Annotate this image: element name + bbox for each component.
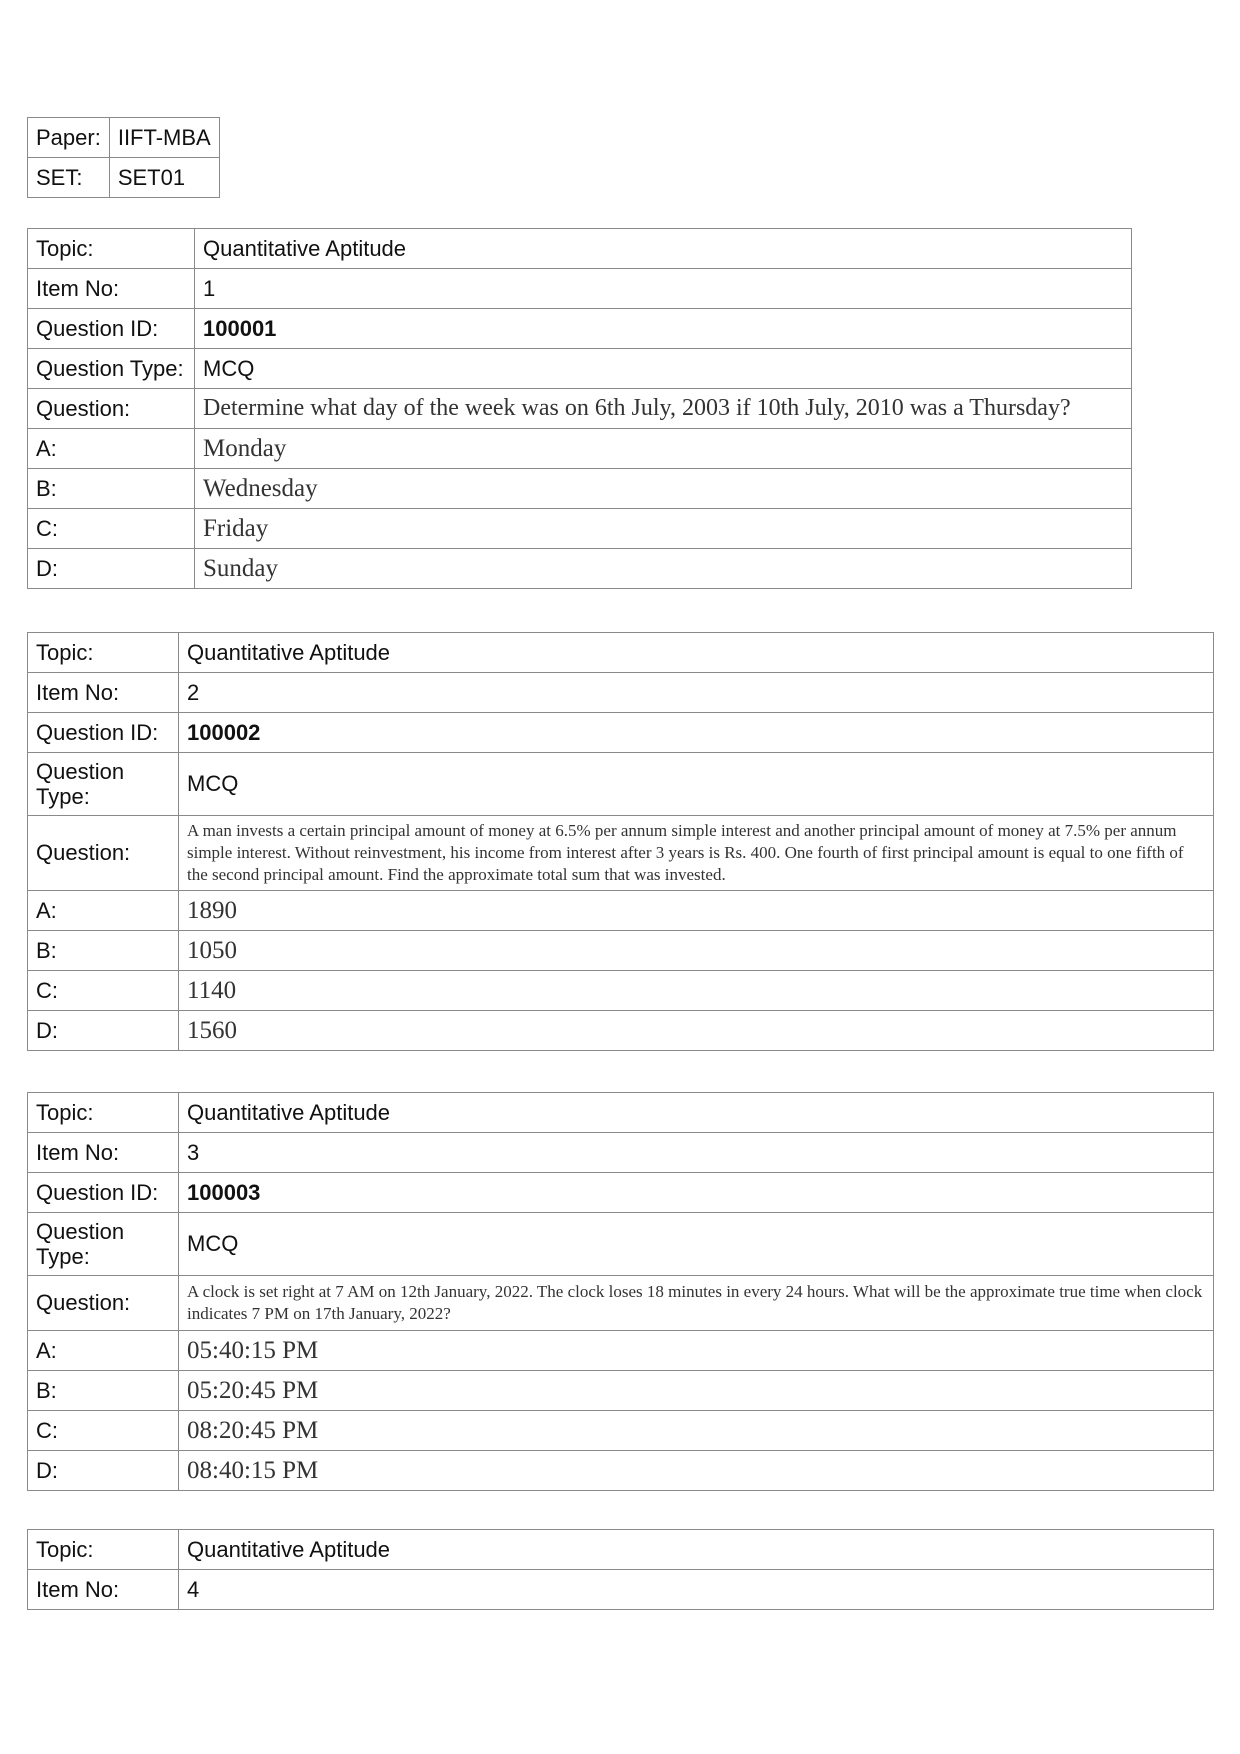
question-type-label: Question Type:	[28, 1213, 179, 1276]
topic-label: Topic:	[28, 229, 195, 269]
question-type-value: MCQ	[179, 1213, 1214, 1276]
option-c-value: 08:20:45 PM	[179, 1411, 1214, 1451]
option-a-value: 1890	[179, 891, 1214, 931]
question-label: Question:	[28, 389, 195, 429]
topic-value: Quantitative Aptitude	[179, 1093, 1214, 1133]
paper-row	[28, 118, 220, 158]
option-a-label: A:	[28, 1331, 179, 1371]
topic-row	[28, 229, 1132, 269]
option-b-label: B:	[28, 931, 179, 971]
option-d-value: Sunday	[195, 549, 1132, 589]
option-a-value: Monday	[195, 429, 1132, 469]
option-d-row	[28, 1011, 1214, 1051]
paper-label: Paper:	[28, 118, 110, 158]
option-a-row	[28, 429, 1132, 469]
item-no-value: 4	[179, 1570, 1214, 1610]
item-no-label: Item No:	[28, 1570, 179, 1610]
question-table-3	[27, 1092, 1214, 1491]
item-no-label: Item No:	[28, 269, 195, 309]
question-label: Question:	[28, 816, 179, 891]
item-no-value: 3	[179, 1133, 1214, 1173]
question-label: Question:	[28, 1276, 179, 1331]
topic-row	[28, 1530, 1214, 1570]
option-a-label: A:	[28, 891, 179, 931]
topic-value: Quantitative Aptitude	[195, 229, 1132, 269]
option-b-row	[28, 931, 1214, 971]
item-no-label: Item No:	[28, 673, 179, 713]
topic-label: Topic:	[28, 1093, 179, 1133]
option-c-value: Friday	[195, 509, 1132, 549]
option-b-label: B:	[28, 469, 195, 509]
question-id-label: Question ID:	[28, 713, 179, 753]
question-table-2	[27, 632, 1214, 1051]
option-a-label: A:	[28, 429, 195, 469]
set-row	[28, 158, 220, 198]
question-id-label: Question ID:	[28, 1173, 179, 1213]
question-id-value: 100002	[179, 713, 1214, 753]
question-row	[28, 389, 1132, 429]
question-type-row	[28, 753, 1214, 816]
question-id-row	[28, 713, 1214, 753]
paper-info-table	[27, 117, 220, 198]
option-d-value: 1560	[179, 1011, 1214, 1051]
question-table-4	[27, 1529, 1214, 1610]
question-id-value: 100003	[179, 1173, 1214, 1213]
option-c-label: C:	[28, 971, 179, 1011]
option-d-label: D:	[28, 1451, 179, 1491]
option-b-value: 05:20:45 PM	[179, 1371, 1214, 1411]
option-b-label: B:	[28, 1371, 179, 1411]
option-b-value: Wednesday	[195, 469, 1132, 509]
item-no-value: 1	[195, 269, 1132, 309]
topic-label: Topic:	[28, 633, 179, 673]
item-no-label: Item No:	[28, 1133, 179, 1173]
topic-row	[28, 633, 1214, 673]
set-value: SET01	[109, 158, 219, 198]
question-type-value: MCQ	[179, 753, 1214, 816]
question-type-label: Question Type:	[28, 349, 195, 389]
option-d-label: D:	[28, 1011, 179, 1051]
topic-value: Quantitative Aptitude	[179, 1530, 1214, 1570]
topic-row	[28, 1093, 1214, 1133]
item-no-row	[28, 1570, 1214, 1610]
question-type-row	[28, 1213, 1214, 1276]
topic-label: Topic:	[28, 1530, 179, 1570]
option-a-row	[28, 1331, 1214, 1371]
option-d-row	[28, 549, 1132, 589]
option-c-label: C:	[28, 1411, 179, 1451]
question-table-1	[27, 228, 1132, 589]
item-no-row	[28, 673, 1214, 713]
option-c-value: 1140	[179, 971, 1214, 1011]
option-a-value: 05:40:15 PM	[179, 1331, 1214, 1371]
question-id-label: Question ID:	[28, 309, 195, 349]
option-b-row	[28, 469, 1132, 509]
option-c-row	[28, 971, 1214, 1011]
item-no-value: 2	[179, 673, 1214, 713]
question-id-value: 100001	[195, 309, 1132, 349]
option-c-row	[28, 1411, 1214, 1451]
question-text: A man invests a certain principal amount of money at 6.5% per annum simple interest and another principal amount of money at 7.5% per annum simple interest. Without reinvestment, his income from interest after 3 years is Rs. 400. One fourth of first principal amount is equal to one fifth of the second principal amount. Find the approximate total sum that was invested.	[179, 816, 1214, 891]
question-type-value: MCQ	[195, 349, 1132, 389]
topic-value: Quantitative Aptitude	[179, 633, 1214, 673]
question-id-row	[28, 309, 1132, 349]
question-id-row	[28, 1173, 1214, 1213]
question-type-row	[28, 349, 1132, 389]
option-b-value: 1050	[179, 931, 1214, 971]
set-label: SET:	[28, 158, 110, 198]
option-c-row	[28, 509, 1132, 549]
question-row	[28, 1276, 1214, 1331]
question-row	[28, 816, 1214, 891]
option-d-label: D:	[28, 549, 195, 589]
question-text: Determine what day of the week was on 6th July, 2003 if 10th July, 2010 was a Thursday?	[195, 389, 1132, 429]
option-a-row	[28, 891, 1214, 931]
option-c-label: C:	[28, 509, 195, 549]
option-d-value: 08:40:15 PM	[179, 1451, 1214, 1491]
item-no-row	[28, 1133, 1214, 1173]
question-text: A clock is set right at 7 AM on 12th January, 2022. The clock loses 18 minutes in every 24 hours. What will be the approximate true time when clock indicates 7 PM on 17th January, 2022?	[179, 1276, 1214, 1331]
option-b-row	[28, 1371, 1214, 1411]
paper-value: IIFT-MBA	[109, 118, 219, 158]
question-type-label: Question Type:	[28, 753, 179, 816]
option-d-row	[28, 1451, 1214, 1491]
item-no-row	[28, 269, 1132, 309]
